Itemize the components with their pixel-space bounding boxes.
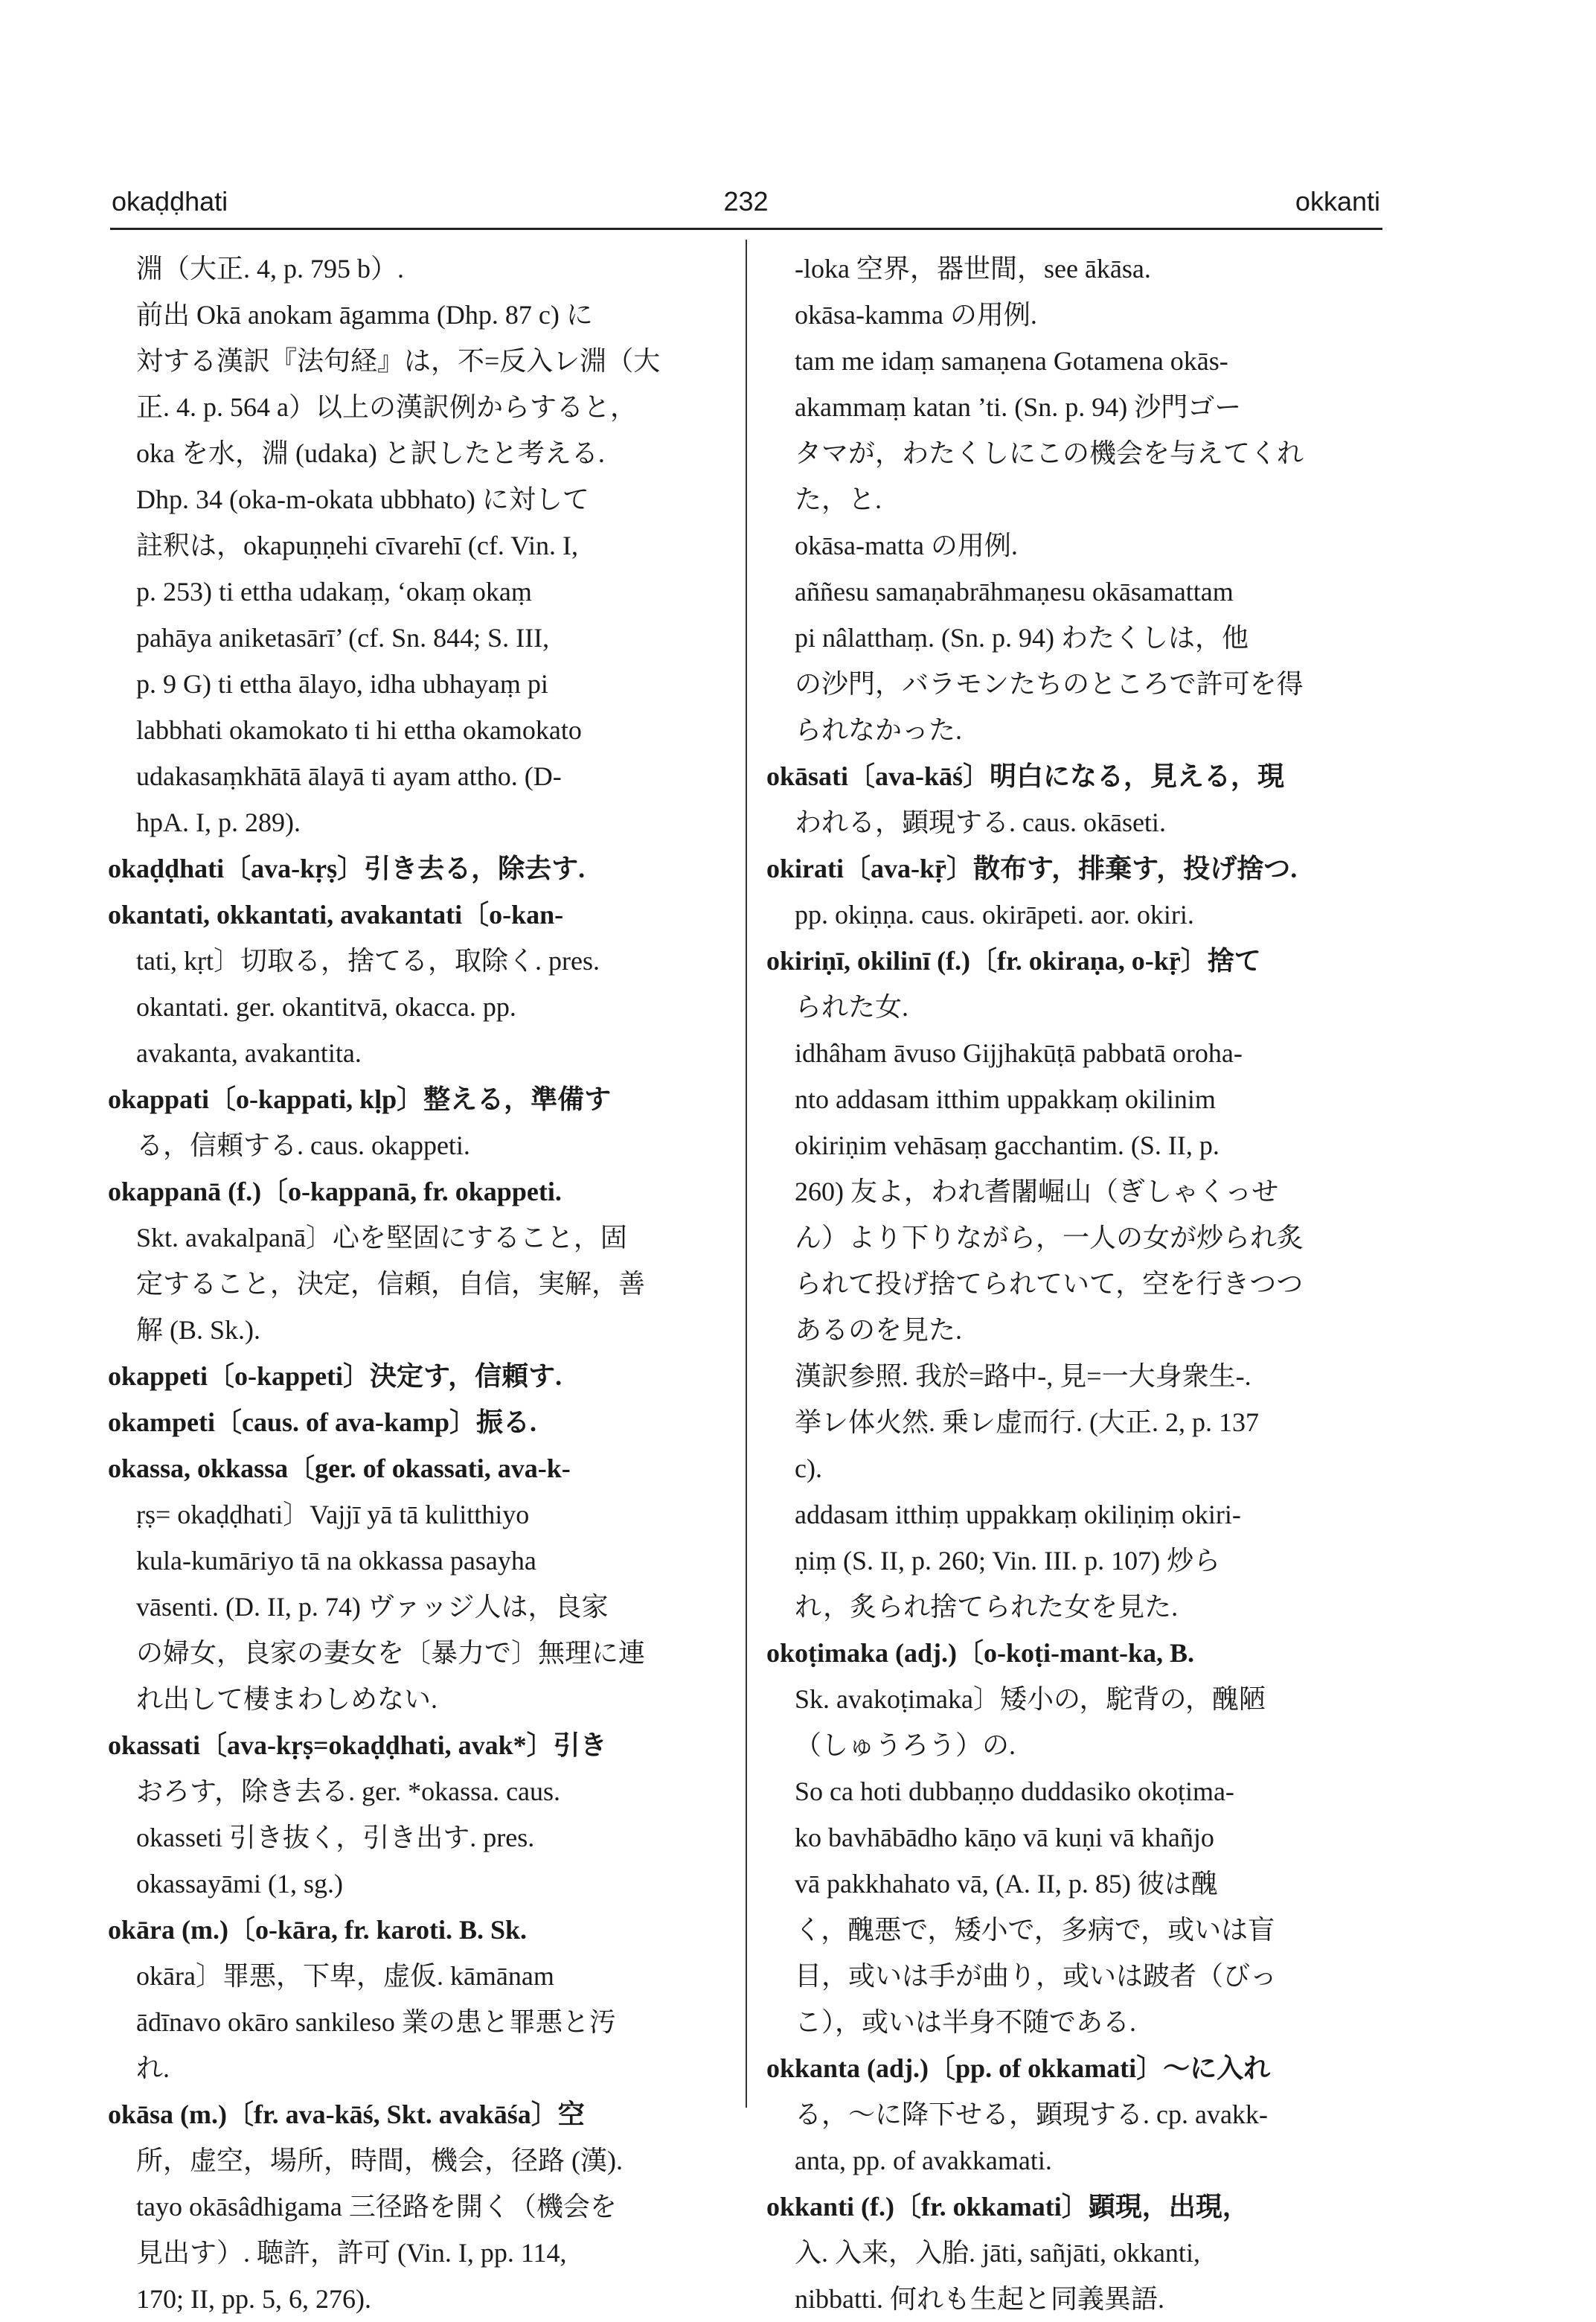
entry-headword-line: okirati〔ava-kṝ〕散布す，排棄す，投げ捨つ.: [766, 854, 1298, 883]
entry-text-line: ṇiṃ (S. II, p. 260; Vin. III. p. 107) 炒ら: [795, 1546, 1221, 1576]
entry-text-line: nto addasam itthim uppakkaṃ okilinim: [795, 1084, 1216, 1114]
entry-text-line: 見出す）. 聴許，許可 (Vin. I, pp. 114,: [136, 2238, 567, 2268]
entry-text-line: -loka 空界，器世間，see ākāsa.: [795, 254, 1151, 284]
entry-text-line: 260) 友よ，われ耆闍崛山（ぎしゃくっせ: [795, 1177, 1279, 1206]
entry-text-line: okāsa-kamma の用例.: [795, 300, 1037, 330]
entry-text-line: okantati. ger. okantitvā, okacca. pp.: [136, 992, 516, 1022]
running-head: [112, 186, 1380, 231]
entry-headword-line: okāsa (m.)〔fr. ava-kāś, Skt. avakāśa〕空: [108, 2099, 585, 2129]
entry-text-line: So ca hoti dubbaṇṇo duddasiko okoṭima-: [795, 1776, 1234, 1806]
left-column: [108, 246, 725, 2322]
entry-text-line: ṛṣ= okaḍḍhati〕Vajjī yā tā kulitthiyo: [136, 1500, 530, 1529]
entry-text-line: okāsa-matta の用例.: [795, 531, 1018, 560]
entry-text-line: tati, kṛt〕切取る，捨てる，取除く. pres.: [136, 946, 600, 976]
entry-text-line: く，醜悪で，矮小で，多病で，或いは盲: [795, 1915, 1275, 1945]
entry-text-line: る，信頼する. caus. okappeti.: [136, 1130, 470, 1160]
entry-headword-line: okkanti (f.)〔fr. okkamati〕顕現，出現，: [766, 2192, 1249, 2222]
entry-text-line: 註釈は，okapuṇṇehi cīvarehī (cf. Vin. I,: [136, 531, 579, 560]
entry-headword-line: okoṭimaka (adj.)〔o-koṭi-mant-ka, B.: [766, 1638, 1195, 1668]
entry-text-line: anta, pp. of avakkamati.: [795, 2146, 1052, 2175]
header-rule: [110, 228, 1382, 230]
entry-headword-line: okaḍḍhati〔ava-kṛṣ〕引き去る，除去す.: [108, 854, 586, 883]
entry-text-line: nibbatti. 何れも生起と同義異語.: [795, 2284, 1164, 2314]
entry-headword-line: okassa, okkassa〔ger. of okassati, ava-k-: [108, 1453, 571, 1483]
entry-text-line: avakanta, avakantita.: [136, 1038, 362, 1068]
entry-text-line: 淵（大正. 4, p. 795 b）.: [136, 254, 405, 284]
entry-text-line: た，と.: [795, 484, 882, 514]
entry-text-line: 対する漢訳『法句経』は，不=反入レ淵（大: [136, 346, 661, 376]
entry-text-line: hpA. I, p. 289).: [136, 807, 301, 837]
entry-text-line: tayo okāsâdhigama 三径路を開く（機会を: [136, 2192, 617, 2222]
entry-text-line: 解 (B. Sk.).: [136, 1315, 261, 1345]
entry-text-line: aññesu samaṇabrāhmaṇesu okāsamattam: [795, 577, 1234, 607]
entry-text-line: （しゅうろう）の.: [795, 1730, 1016, 1760]
entry-text-line: c).: [795, 1453, 822, 1483]
running-head-left-word: okaḍḍhati: [112, 186, 228, 217]
entry-headword-line: okāra (m.)〔o-kāra, fr. karoti. B. Sk.: [108, 1915, 528, 1945]
entry-text-line: okasseti 引き抜く，引き出す. pres.: [136, 1823, 535, 1852]
entry-text-line: れ出して棲まわしめない.: [136, 1684, 438, 1714]
entry-text-line: 前出 Okā anokam āgamma (Dhp. 87 c) に: [136, 300, 593, 330]
page-number: 232: [723, 186, 769, 217]
entry-text-line: Dhp. 34 (oka-m-okata ubbhato) に対して: [136, 484, 589, 514]
entry-text-line: 目，或いは手が曲り，或いは跛者（びっ: [795, 1961, 1278, 1991]
running-head-right-word: okkanti: [1295, 186, 1380, 217]
entry-text-line: addasam itthiṃ uppakkaṃ okiliṇiṃ okiri-: [795, 1500, 1241, 1529]
entry-text-line: れ，炙られ捨てられた女を見た.: [795, 1592, 1179, 1622]
right-column: [766, 246, 1384, 2322]
entry-text-line: akammaṃ katan ’ti. (Sn. p. 94) 沙門ゴー: [795, 392, 1242, 422]
entry-text-line: udakasaṃkhātā ālayā ti ayam attho. (D-: [136, 761, 562, 791]
entry-text-line: Sk. avakoṭimaka〕矮小の，駝背の，醜陋: [795, 1684, 1266, 1714]
entry-text-line: 漢訳参照. 我於=路中-, 見=一大身衆生-.: [795, 1361, 1252, 1391]
entry-text-line: vā pakkhahato vā, (A. II, p. 85) 彼は醜: [795, 1869, 1218, 1899]
entry-text-line: idhâham āvuso Gijjhakūṭā pabbatā oroha-: [795, 1038, 1243, 1068]
entry-text-line: あるのを見た.: [795, 1315, 963, 1345]
entry-headword-line: okiriṇī, okilinī (f.)〔fr. okiraṇa, o-kṝ〕捨て: [766, 946, 1261, 976]
entry-text-line: 170; II, pp. 5, 6, 276).: [136, 2284, 371, 2314]
entry-text-line: vāsenti. (D. II, p. 74) ヴァッジ人は，良家: [136, 1592, 609, 1622]
entry-text-line: 入. 入来，入胎. jāti, sañjāti, okkanti,: [795, 2238, 1200, 2268]
entry-headword-line: okappeti〔o-kappeti〕決定す，信頼す.: [108, 1361, 563, 1391]
entry-text-line: labbhati okamokato ti hi ettha okamokato: [136, 715, 582, 745]
entry-text-line: 所，虚空，場所，時間，機会，径路 (漢).: [136, 2146, 623, 2175]
column-divider: [746, 240, 747, 2108]
entry-text-line: られた女.: [795, 992, 909, 1022]
entry-headword-line: okkanta (adj.)〔pp. of okkamati〕～に入れ: [766, 2053, 1271, 2083]
entry-text-line: oka を水，淵 (udaka) と訳したと考える.: [136, 438, 605, 468]
entry-text-line: pi nâlatthaṃ. (Sn. p. 94) わたくしは，他: [795, 623, 1249, 653]
entry-text-line: 挙レ体火然. 乗レ虚而行. (大正. 2, p. 137: [795, 1407, 1259, 1437]
entry-text-line: ko bavhābādho kāṇo vā kuṇi vā khañjo: [795, 1823, 1214, 1852]
entry-text-line: okassayāmi (1, sg.): [136, 1869, 343, 1899]
entry-text-line: tam me idaṃ samaṇena Gotamena okās-: [795, 346, 1228, 376]
entry-headword-line: okappati〔o-kappati, kḷp〕整える，準備す: [108, 1084, 612, 1114]
entry-text-line: okāra〕罪悪，下卑，虚仮. kāmānam: [136, 1961, 554, 1991]
entry-text-line: われる，顕現する. caus. okāseti.: [795, 807, 1166, 837]
entry-text-line: Skt. avakalpanā〕心を堅固にすること，固: [136, 1223, 627, 1253]
entry-text-line: okiriṇim vehāsaṃ gacchantim. (S. II, p.: [795, 1130, 1220, 1160]
entry-text-line: ん）より下りながら，一人の女が炒られ炙: [795, 1223, 1304, 1253]
entry-text-line: pp. okiṇṇa. caus. okirāpeti. aor. okiri.: [795, 900, 1194, 930]
entry-text-line: kula-kumāriyo tā na okkassa pasayha: [136, 1546, 536, 1576]
entry-text-line: の婦女，良家の妻女を〔暴力で〕無理に連: [136, 1638, 646, 1668]
entry-text-line: p. 253) ti ettha udakaṃ, ‘okaṃ okaṃ: [136, 577, 532, 607]
entry-headword-line: okappanā (f.)〔o-kappanā, fr. okappeti.: [108, 1177, 562, 1206]
entry-headword-line: okampeti〔caus. of ava-kamp〕振る.: [108, 1407, 537, 1437]
entry-text-line: られて投げ捨てられていて，空を行きつつ: [795, 1269, 1304, 1299]
entry-text-line: の沙門，バラモンたちのところで許可を得: [795, 669, 1304, 699]
entry-text-line: タマが，わたくしにこの機会を与えてくれ: [795, 438, 1304, 468]
entry-text-line: 正. 4. p. 564 a）以上の漢訳例からすると，: [136, 392, 637, 422]
entry-headword-line: okāsati〔ava-kāś〕明白になる，見える，現: [766, 761, 1285, 791]
entry-text-line: られなかった.: [795, 715, 963, 745]
entry-text-line: おろす，除き去る. ger. *okassa. caus.: [136, 1776, 561, 1806]
entry-text-line: p. 9 G) ti ettha ālayo, idha ubhayaṃ pi: [136, 669, 548, 699]
entry-headword-line: okantati, okkantati, avakantati〔o-kan-: [108, 900, 564, 930]
entry-text-line: れ.: [136, 2053, 170, 2083]
entry-text-line: pahāya aniketasārī’ (cf. Sn. 844; S. III,: [136, 623, 550, 653]
entry-text-line: ādīnavo okāro sankileso 業の患と罪悪と汚: [136, 2007, 616, 2037]
entry-text-line: 定すること，決定，信頼，自信，実解，善: [136, 1269, 646, 1299]
entry-text-line: る，～に降下せる，顕現する. cp. avakk-: [795, 2099, 1268, 2129]
entry-text-line: こ），或いは半身不随である.: [795, 2007, 1137, 2037]
entry-headword-line: okassati〔ava-kṛṣ=okaḍḍhati, avak*〕引き: [108, 1730, 607, 1760]
